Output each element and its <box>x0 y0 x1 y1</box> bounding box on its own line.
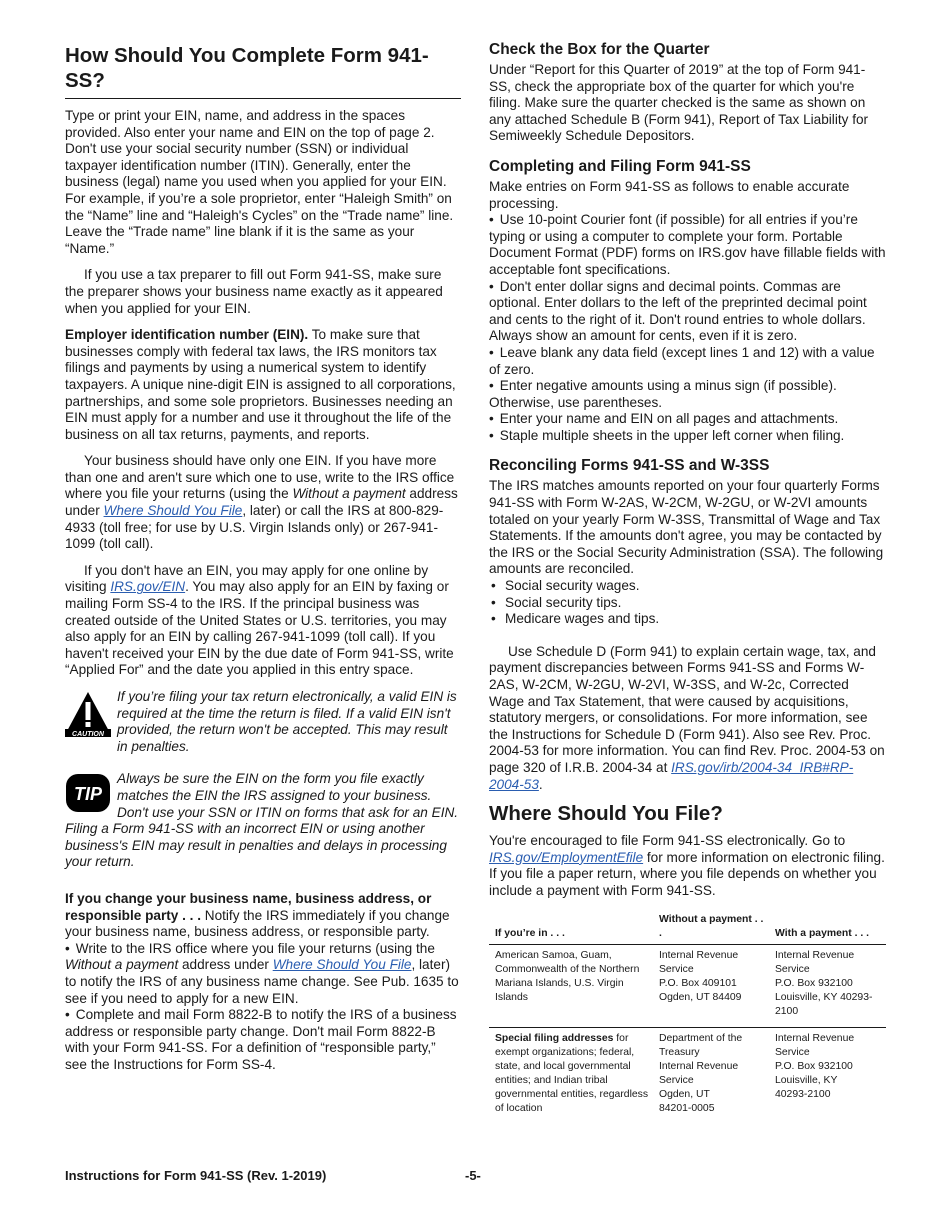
one-ein-text-a: Your business should have only one EIN. If you have more than one and aren't sure which one to use, write to the IRS office where you file your returns (using the <box>65 453 455 502</box>
section-title-how-complete: How Should You Complete Form 941-SS? <box>65 44 429 92</box>
write-irs-italic: Without a payment <box>65 957 179 973</box>
left-column <box>65 40 461 1073</box>
schedule-d-text: Use Schedule D (Form 941) to explain certain wage, tax, and payment discrepancies between Forms 941-SS and Forms W-2AS, W-2CM, W-2GU, W-2VI, W-3SS, and W-2c, Corrected Wage and Tax Statement, that were caused by acquisitions, statutory mergers, or consolidations. For more information, see the Instructions for Schedule D (Form 941). Also see Rev. Proc. 2004-53 for more information. You can find Rev. Proc. 2004-53 on page 320 of I.R.B. 2004-34 at <box>489 643 885 775</box>
paragraph-check-quarter: Under “Report for this Quarter of 2019” at the top of Form 941-SS, check the appropriate box of the quarter for which you're filing. Make sure the quarter checked is the same as shown on any attached Schedule B (Form 941), Report of Tax Liability for Semiweekly Schedule Depositors. <box>489 62 869 144</box>
address-line: 40293-2100 <box>775 1088 831 1100</box>
column-header-without-payment: Without a payment . . . <box>653 913 769 945</box>
page-number: -5- <box>465 1168 481 1183</box>
caution-icon <box>65 691 111 742</box>
where-file-text-a: You're encouraged to file Form 941-SS electronically. Go to <box>489 833 846 849</box>
change-lead: If you change your business name, business address, or responsible party . . . <box>65 890 432 923</box>
cell-location: American Samoa, Guam, Commonwealth of the Northern Mariana Islands, U.S. Virgin Islands <box>489 944 653 1027</box>
where-should-you-file-link[interactable]: Where Should You File <box>103 503 243 519</box>
write-irs-text-b: address under <box>178 957 273 973</box>
ein-text: To make sure that businesses comply with federal tax laws, the IRS monitors tax filings and payments by using a numerical system to identify taxpayers. A unique nine-digit EIN is assigned to all corporations, partnerships, and some sole proprietors. Businesses needing an EIN must apply for a number and use it throughout the life of the business on all tax returns, payments, and reports. <box>65 327 456 442</box>
caution-label: CAUTION <box>72 731 104 737</box>
one-ein-italic: Without a payment <box>292 486 406 502</box>
bullet-courier-font: • Use 10-point Courier font (if possible) for all entries if you’re typing or using a computer to complete your form. Portable Document Format (PDF) forms on IRS.gov have fillable fields with acceptable font specifications. <box>489 212 886 278</box>
heading-check-quarter: Check the Box for the Quarter <box>489 41 710 58</box>
bullet-leave-blank: • Leave blank any data field (except lines 1 and 12) with a value of zero. <box>489 345 886 378</box>
change-text: Notify the IRS immediately if you change your business name, business address, or responsible party. <box>65 907 450 940</box>
tip-note <box>65 771 461 871</box>
one-ein-text-c: , later) or call the IRS at 800-829-4933 (toll free; for use by U.S. Virgin Islands only) or 267-941-1099 (toll call). <box>65 503 444 552</box>
paragraph-reconciling: The IRS matches amounts reported on your four quarterly Forms 941-SS with Form W-2AS, W-2CM, W-2GU, or W-2VI amounts totaled on your yearly Form W-3SS, Transmittal of Wage and Tax Statements. If the amounts don't agree, you may be contacted by the IRS or the Social Security Administration (SSA). The following amounts are reconciled. <box>489 478 884 577</box>
tip-label: TIP <box>73 784 103 805</box>
list-item: • Social security wages. <box>489 578 886 595</box>
paragraph-ein <box>65 327 461 443</box>
bullet-write-irs <box>65 941 461 1007</box>
where-should-you-file-link-2[interactable]: Where Should You File <box>272 957 412 973</box>
special-addresses-label: Special filing addresses <box>495 1032 614 1044</box>
bullet-staple: • Staple multiple sheets in the upper left corner when filing. <box>489 428 886 445</box>
paragraph-where-file <box>489 833 886 899</box>
table-header-row <box>489 913 886 945</box>
paragraph-schedule-d <box>489 644 886 793</box>
apply-ein-text-b: . You may also apply for an EIN by faxing or mailing Form SS-4 to the IRS. If the principal business was created outside of the United States or U.S. territories, you may also apply for an EIN by calling 267-941-1099 (toll call). If you haven't received your EIN by the due date of Form 941-SS, write “Applied For” and the date you applied in this entry space. <box>65 579 454 678</box>
list-item: • Social security tips. <box>489 595 886 612</box>
write-irs-text-a: Write to the IRS office where you file your returns (using the <box>75 940 435 956</box>
irb-2004-34-link[interactable]: IRS.gov/irb/2004-34_IRB#RP-2004-53 <box>489 759 854 792</box>
address-line: Internal Revenue Service <box>775 949 855 975</box>
paragraph-one-ein <box>65 453 461 553</box>
one-ein-text-b: address under <box>65 486 458 519</box>
address-line: Louisville, KY <box>775 1074 838 1086</box>
paragraph-apply-ein <box>65 563 461 679</box>
right-column <box>489 40 886 1124</box>
address-line: Ogden, UT <box>659 1088 710 1100</box>
bullet-dollar-signs: • Don't enter dollar signs and decimal points. Commas are optional. Enter dollars to the left of the preprinted decimal point and cents to the right of it. Don't round entries to whole dollars. Always show an amount for cents, even if it is zero. <box>489 279 886 345</box>
paragraph-change-business <box>65 891 461 941</box>
apply-ein-text-a: If you don't have an EIN, you may apply for one online by visiting <box>65 562 429 595</box>
irs-gov-ein-link[interactable]: IRS.gov/EIN <box>110 579 186 595</box>
caution-note <box>65 689 461 755</box>
title-rule <box>65 98 461 99</box>
address-line: 84201-0005 <box>659 1102 715 1114</box>
bullet-form-8822b: • Complete and mail Form 8822-B to notify the IRS of a business address or responsible party change. Don't mail Form 8822-B with your Form 941-SS. For a definition of “responsible party,” see the Instructions for Form SS-4. <box>65 1007 461 1073</box>
reconciled-items-list <box>489 578 886 628</box>
cell-location <box>489 1027 653 1124</box>
column-header-location: If you’re in . . . <box>489 913 653 945</box>
paragraph-completing-intro: Make entries on Form 941-SS as follows to enable accurate processing. <box>489 178 850 211</box>
caution-text: If you’re filing your tax return electronically, a valid EIN is required at the time the return is filed. If a valid EIN isn't provided, the return won't be accepted. This may result in penalties. <box>117 689 457 754</box>
address-line: P.O. Box 409101 <box>659 977 737 989</box>
address-line: Internal Revenue Service <box>659 1060 739 1086</box>
address-line: Internal Revenue Service <box>775 1032 855 1058</box>
address-line: Louisville, KY 40293-2100 <box>775 991 873 1017</box>
write-irs-text-c: , later) to notify the IRS of any business name change. See Pub. 1635 to see if you need to apply for a new EIN. <box>65 957 459 1006</box>
where-file-text-b: for more information on electronic filing. If you file a paper return, where you file depends on whether you include a payment with Form 941-SS. <box>489 849 885 898</box>
list-item: • Medicare wages and tips. <box>489 611 886 628</box>
address-line: Internal Revenue Service <box>659 949 739 975</box>
cell-with-payment <box>769 1027 886 1124</box>
paragraph-tax-preparer: If you use a tax preparer to fill out Form 941-SS, make sure the preparer shows your business name exactly as it appeared when you applied for your EIN. <box>65 267 443 316</box>
column-header-with-payment: With a payment . . . <box>769 913 886 945</box>
address-line: Department of the Treasury <box>659 1032 743 1058</box>
bullet-negative-amounts: • Enter negative amounts using a minus sign (if possible). Otherwise, use parentheses. <box>489 378 886 411</box>
paragraph-name-address: Type or print your EIN, name, and address in the spaces provided. Also enter your name and EIN on the top of page 2. Don't use your social security number (SSN) or individual taxpayer identification number (ITIN). Generally, enter the business (legal) name you used when you applied for your EIN. For example, if you’re a sole proprietor, enter “Haleigh Smith” on the “Name” line and “Haleigh's Cycles” on the “Trade name” line. Leave the “Trade name” line blank if it is the same as your “Name.” <box>65 108 454 256</box>
table-row <box>489 944 886 1027</box>
schedule-d-end: . <box>538 776 543 792</box>
table-row <box>489 1027 886 1124</box>
cell-without-payment <box>653 1027 769 1124</box>
heading-where-file: Where Should You File? <box>489 802 723 826</box>
bullet-name-ein: • Enter your name and EIN on all pages and attachments. <box>489 411 886 428</box>
heading-reconciling: Reconciling Forms 941-SS and W-3SS <box>489 457 770 475</box>
cell-without-payment <box>653 944 769 1027</box>
tip-icon <box>65 773 111 818</box>
employment-efile-link[interactable]: IRS.gov/EmploymentEfile <box>489 849 644 865</box>
address-line: P.O. Box 932100 <box>775 1060 853 1072</box>
filing-address-table <box>489 913 886 1124</box>
cell-with-payment <box>769 944 886 1027</box>
tip-text: Always be sure the EIN on the form you file exactly matches the EIN the IRS assigned to your business. Don't use your SSN or ITIN on forms that ask for an EIN. Filing a Form 941-SS with an incorrect EIN or using another business's EIN may result in penalties and delays in processing your return. <box>65 771 459 870</box>
address-line: Ogden, UT 84409 <box>659 991 742 1003</box>
footer-form-title: Instructions for Form 941-SS (Rev. 1-2019) <box>65 1168 327 1183</box>
address-line: P.O. Box 932100 <box>775 977 853 989</box>
heading-completing-filing: Completing and Filing Form 941-SS <box>489 157 751 175</box>
special-addresses-text: for exempt organizations; federal, state, and local governmental entities; and Indian tribal governmental entities, regardless of location <box>495 1032 649 1114</box>
ein-lead: Employer identification number (EIN). <box>65 327 309 343</box>
